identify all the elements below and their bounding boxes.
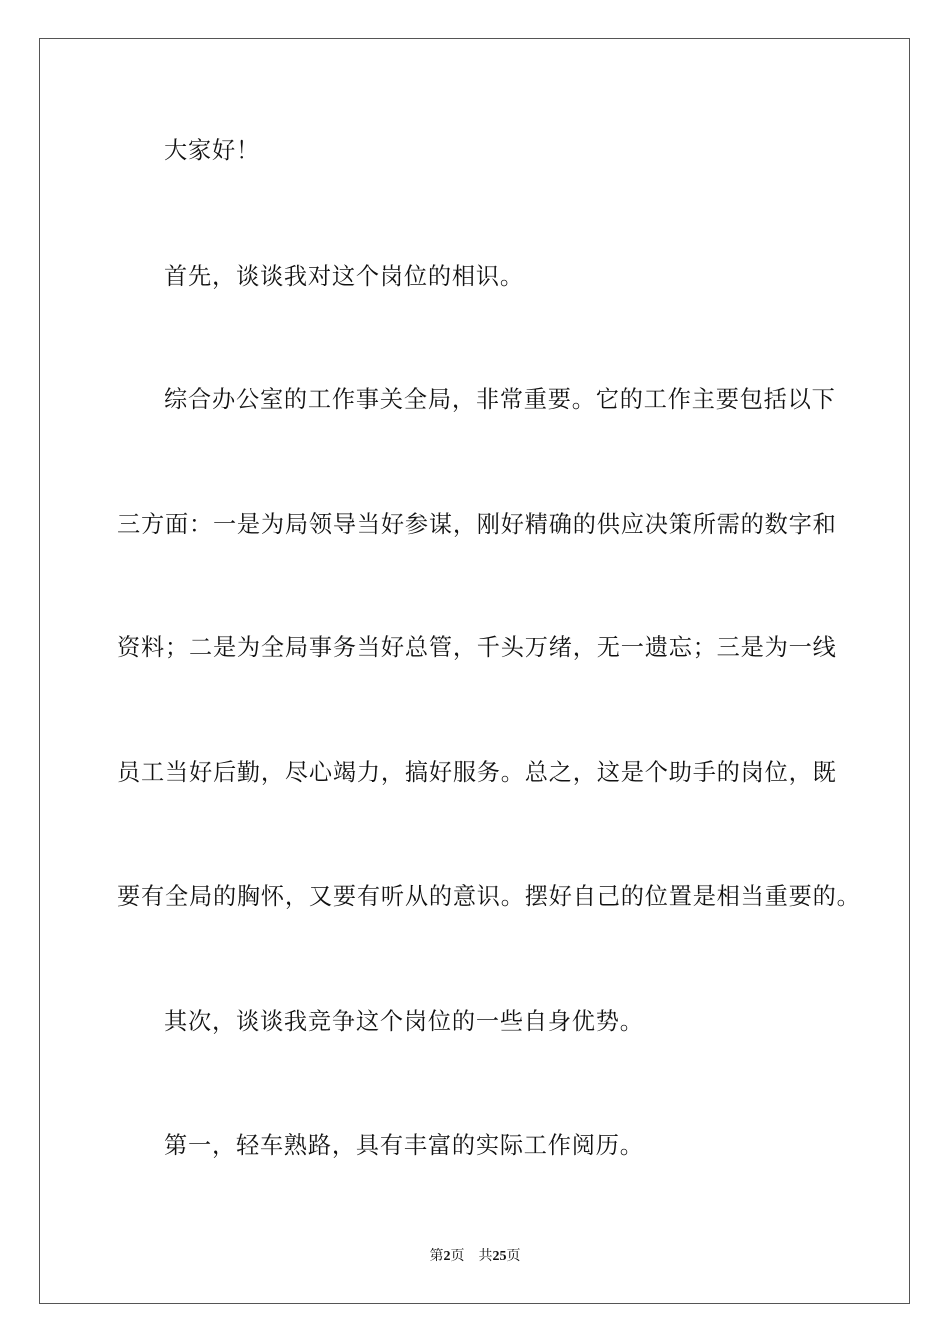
body-line-1: 大家好！: [164, 137, 260, 164]
body-line-3: 综合办公室的工作事关全局，非常重要。它的工作主要包括以下: [164, 386, 836, 413]
footer-page-number: 2: [443, 1249, 451, 1264]
footer-page-suffix: 页: [450, 1249, 465, 1264]
page-border: [39, 38, 910, 1304]
body-line-8: 其次，谈谈我竞争这个岗位的一些自身优势。: [164, 1008, 644, 1035]
footer-total-pages: 25: [492, 1249, 507, 1264]
footer-total-suffix: 页: [506, 1249, 521, 1264]
body-line-2: 首先，谈谈我对这个岗位的相识。: [164, 263, 524, 290]
page-footer: [0, 1248, 950, 1266]
body-line-7: 要有全局的胸怀，又要有听从的意识。摆好自己的位置是相当重要的。: [117, 883, 861, 910]
body-line-4: 三方面：一是为局领导当好参谋，刚好精确的供应决策所需的数字和: [117, 511, 837, 538]
footer-prefix: 第: [429, 1249, 444, 1264]
body-line-9: 第一，轻车熟路，具有丰富的实际工作阅历。: [164, 1132, 644, 1159]
footer-total-prefix: 共: [478, 1249, 493, 1264]
body-line-5: 资料；二是为全局事务当好总管，千头万绪，无一遗忘；三是为一线: [117, 634, 837, 661]
body-line-6: 员工当好后勤，尽心竭力，搞好服务。总之，这是个助手的岗位，既: [117, 759, 837, 786]
